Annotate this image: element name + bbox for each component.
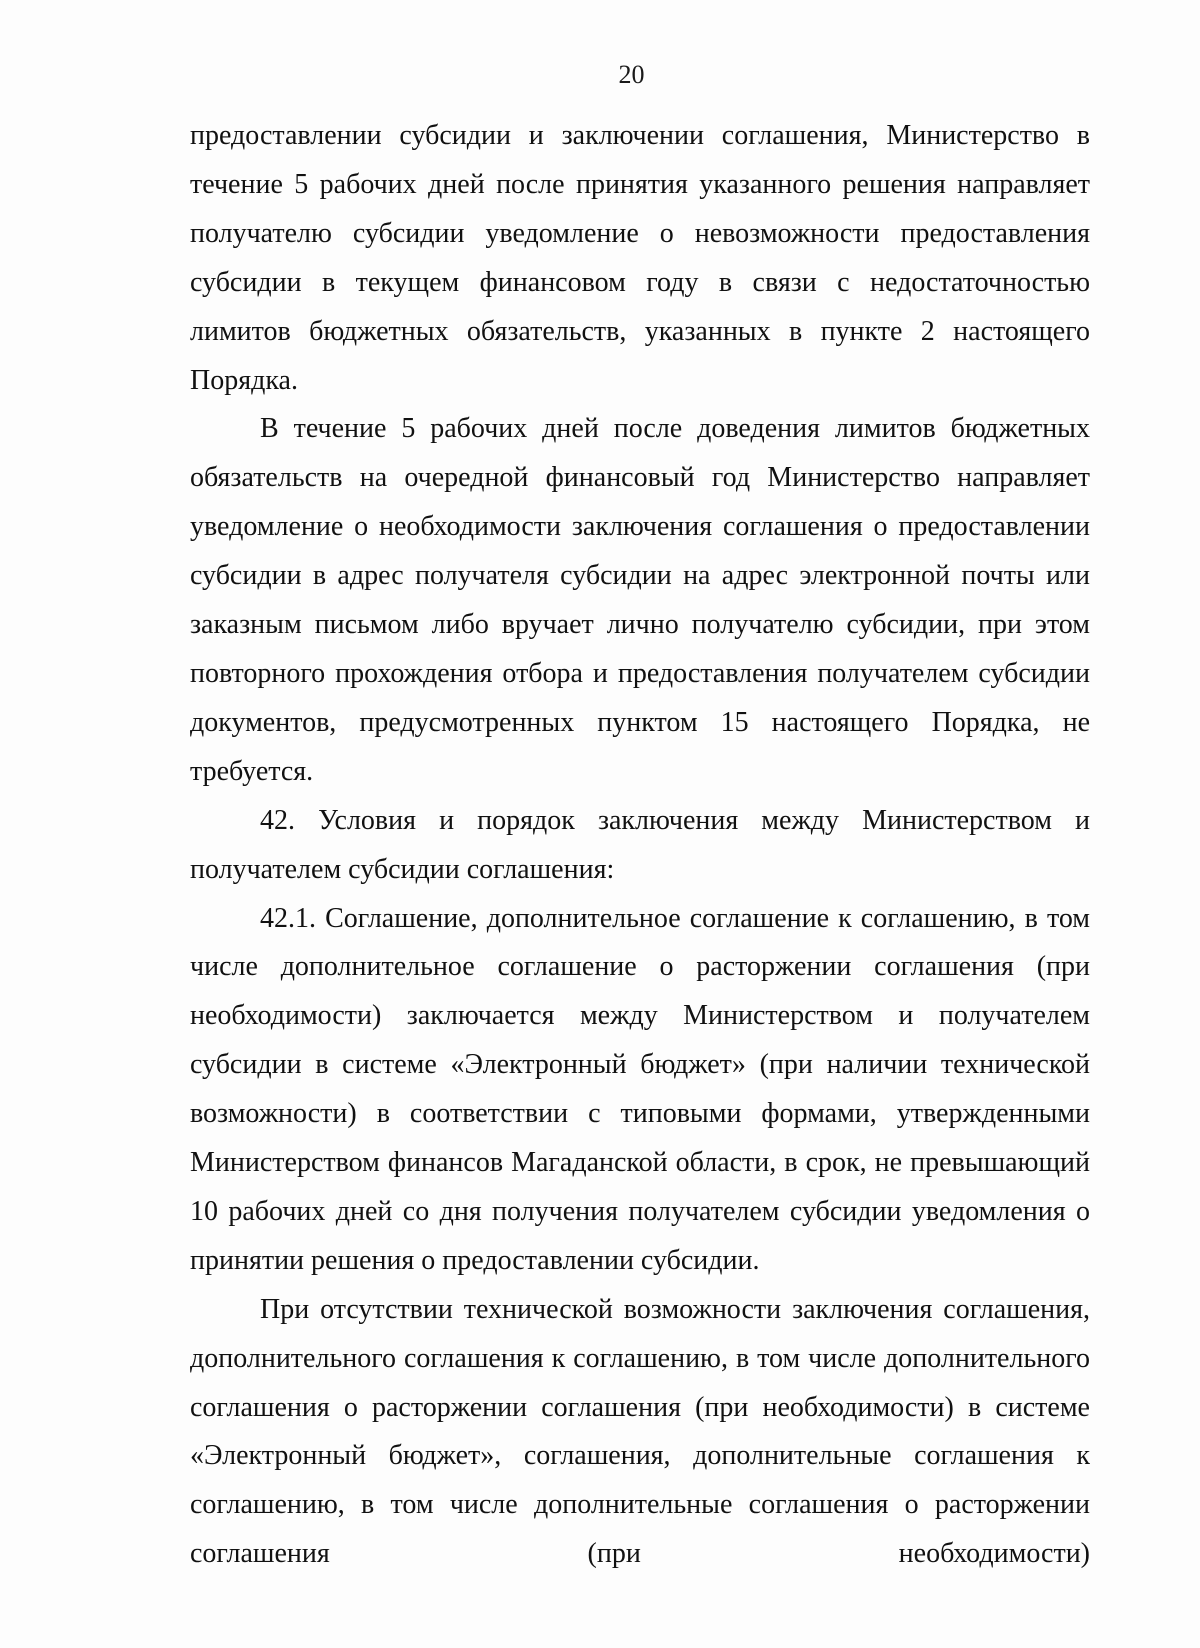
- paragraph-clause-42-1: 42.1. Соглашение, дополнительное соглашение к соглашению, в том числе дополнительное соглашение о расторжении соглашения (при необходимости) заключается между Министерством и получателем субсидии в системе «Электронный бюджет» (при наличии технической возможности) в соответствии с типовыми формами, утвержденными Министерством финансов Магаданской области, в срок, не превышающий 10 рабочих дней со дня получения получателем субсидии уведомления о принятии решения о предоставлении субсидии.: [190, 902, 1090, 1276]
- paragraph-notification: В течение 5 рабочих дней после доведения лимитов бюджетных обязательств на очередной финансовый год Министерство направляет уведомление о необходимости заключения соглашения о предоставлении субсидии в адрес получателя субсидии на адрес электронной почты или заказным письмом либо вручает лично получателю субсидии, при этом повторного прохождения отбора и предоставления получателем субсидии документов, предусмотренных пунктом 15 настоящего Порядка, не требуется.: [190, 413, 1090, 787]
- document-body: [190, 112, 1090, 1579]
- page-number: 20: [618, 60, 645, 89]
- paragraph-no-technical-possibility: При отсутствии технической возможности заключения соглашения, дополнительного соглашения к соглашению, в том числе дополнительного соглашения о расторжении соглашения (при необходимости) в системе «Электронный бюджет», соглашения, дополнительные соглашения к соглашению, в том числе дополнительные соглашения о расторжении соглашения (при необходимости): [190, 1293, 1090, 1570]
- paragraph-continuation: предоставлении субсидии и заключении соглашения, Министерство в течение 5 рабочих дней после принятия указанного решения направляет получателю субсидии уведомление о невозможности предоставления субсидии в текущем финансовом году в связи с недостаточностью лимитов бюджетных обязательств, указанных в пункте 2 настоящего Порядка.: [190, 120, 1090, 396]
- paragraph-clause-42: 42. Условия и порядок заключения между Министерством и получателем субсидии соглашения:: [190, 804, 1090, 885]
